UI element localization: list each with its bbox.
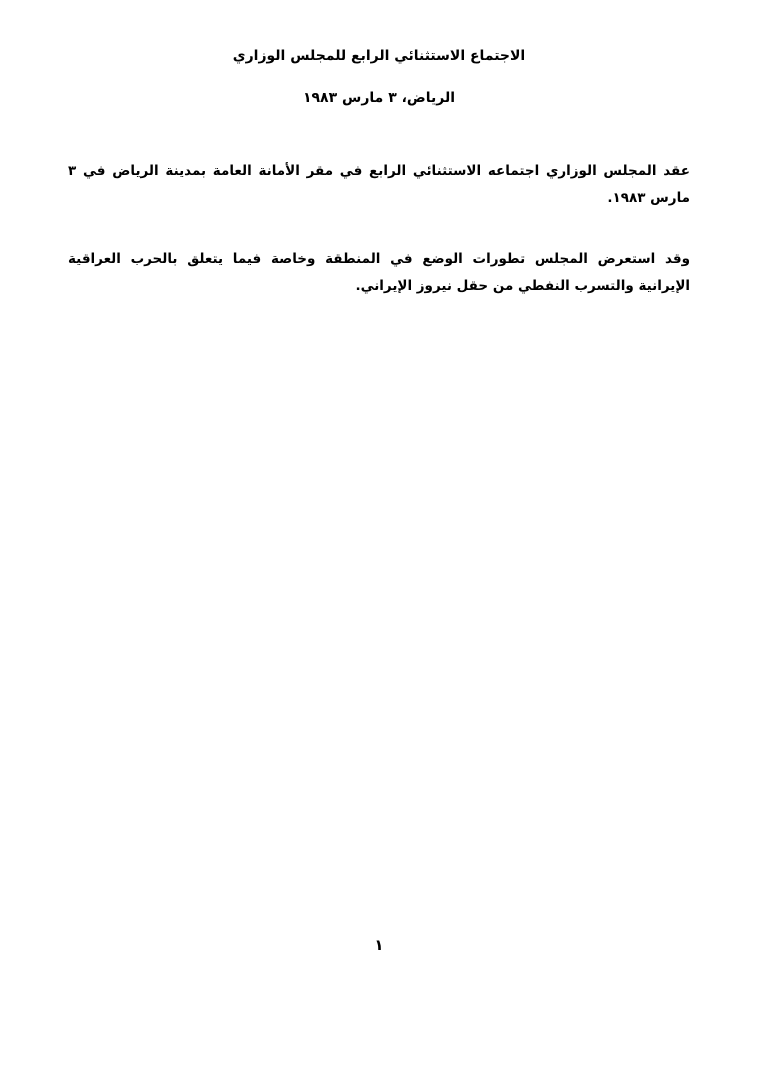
page-number: ١ — [374, 936, 384, 954]
paragraph-review: وقد استعرض المجلس تطورات الوضع في المنطقة وخاصة فيما يتعلق بالحرب العراقية الإيرانية والتسرب النفطي من حقل نيروز الإيراني. — [68, 251, 690, 294]
paragraph-meeting: عقد المجلس الوزاري اجتماعه الاستثنائي الرابع في مقر الأمانة العامة بمدينة الرياض في ٣ مارس ١٩٨٣. — [68, 163, 690, 206]
document-subtitle: الرياض، ٣ مارس ١٩٨٣ — [302, 90, 456, 106]
document-title: الاجتماع الاستثنائي الرابع للمجلس الوزاري — [232, 48, 526, 64]
